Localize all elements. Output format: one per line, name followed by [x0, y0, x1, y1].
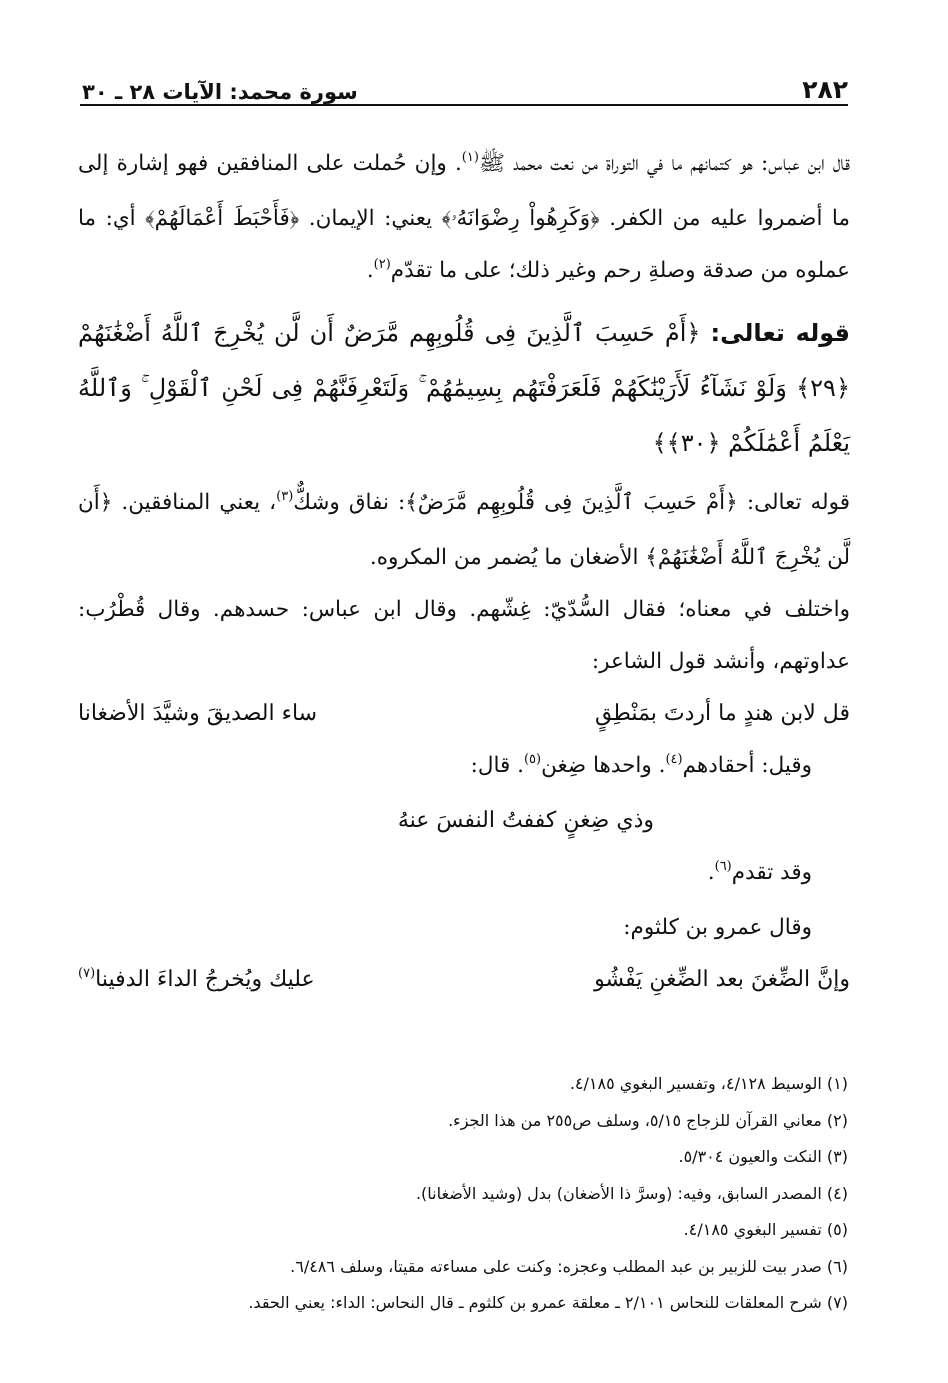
footnote-mark[interactable]: (٦): [714, 859, 732, 874]
poem-hemistich-left: [78, 954, 315, 1009]
paragraph-3: [78, 584, 850, 688]
paragraph-text: وقيل: أحقادهم: [682, 753, 812, 778]
poem-hemistich-text: عليك ويُخرجُ الداءَ الدفينا: [95, 967, 315, 992]
footnote-6: (٦) صدر بيت للزبير بن عبد المطلب وعجزه: وكنت على مساءته مقيتا، وسلف ٦/٤٨٦.: [290, 1256, 848, 1276]
footnote-mark[interactable]: (٥): [523, 752, 542, 767]
paragraph-text: وقال عمرو بن كلثوم:: [623, 915, 812, 940]
running-title: سورة محمد: الآيات ٢٨ ـ ٣٠: [82, 80, 358, 104]
footnote-5: (٥) تفسير البغوي ٤/١٨٥.: [683, 1220, 848, 1239]
footnote-mark[interactable]: (٢): [373, 257, 391, 272]
paragraph-text: . واحدها ضِغن: [541, 753, 666, 778]
poem-line-1: [78, 688, 850, 740]
paragraph-6: [78, 902, 850, 954]
poem-hemistich: وذي ضِغنٍ كففتُ النفسَ عنهُ: [397, 808, 654, 833]
footnotes: [80, 1066, 848, 1322]
poem-hemistich-right: وإنَّ الضِّغنَ بعد الضِّغنِ يَفْشُو: [594, 967, 850, 992]
paragraph-text: واختلف في معناه؛ فقال السُّدّيّ: غِشّهم. وقال ابن عباس: حسدهم. وقال قُطْرُب: عداوتهم، وأنشد قول الشاعر:: [78, 597, 850, 674]
paragraph-4: [78, 740, 850, 795]
paragraph-text: قال ابن عباس: هو كتمانهم ما في التوراة من نعت محمد ﷺ: [478, 151, 850, 176]
poem-verse-2: [78, 795, 850, 847]
paragraph-text: .: [366, 258, 374, 283]
footnote-mark[interactable]: (٣): [276, 489, 294, 504]
verse-lead: قوله تعالى:: [710, 319, 850, 347]
page-header: [82, 66, 848, 104]
footnote-2: (٢) معاني القرآن للزجاج ٥/١٥، وسلف ص٢٥٥ من هذا الجزء.: [448, 1110, 848, 1130]
paragraph-2: [78, 477, 850, 584]
poem-hemistich-right: قل لابن هندٍ ما أردتَ بمَنْطِقٍ: [595, 701, 850, 726]
poem-line-2: [78, 954, 850, 1009]
page-number: ٢٨٢: [802, 75, 848, 104]
footnote-3: (٣) النكت والعيون ٥/٣٠٤.: [678, 1147, 848, 1166]
footnote-mark[interactable]: (٤): [665, 752, 683, 767]
quran-verse: [78, 306, 850, 471]
paragraph-text: .: [707, 860, 715, 885]
verse-text: ﴿أَمْ حَسِبَ ٱلَّذِينَ فِى قُلُوبِهِم مَّرَضٌ أَن لَّن يُخْرِجَ ٱللَّهُ أَضْغَٰنَهُمْ ﴿٢٩﴾ وَلَوْ نَشَآءُ لَأَرَيْنَٰكَهُمْ فَلَعَرَفْتَهُم بِسِيمَٰهُمْ ۚ وَلَتَعْرِفَنَّهُمْ فِى لَحْنِ ٱلْقَوْلِ ۚ وَٱللَّهُ يَعْلَمُ أَعْمَٰلَكُمْ ﴿٣٠﴾﴾: [78, 319, 850, 457]
paragraph-5: [78, 847, 850, 902]
footnote-7: (٧) شرح المعلقات للنحاس ٢/١٠١ ـ معلقة عمرو بن كلثوم ـ قال النحاس: الداء: يعني الحقد.: [248, 1293, 848, 1312]
paragraph-text: وقد تقدم: [731, 860, 812, 885]
poem-hemistich-left: ساء الصديقَ وشيَّدَ الأضغانا: [78, 701, 318, 726]
footnote-1: (١) الوسيط ٤/١٢٨، وتفسير البغوي ٤/١٨٥.: [569, 1074, 848, 1093]
footnote-4: (٤) المصدر السابق، وفيه: (وسرَّ ذا الأضغان) بدل (وشيد الأضغانا).: [415, 1183, 848, 1203]
footnote-mark[interactable]: (٧): [78, 966, 96, 981]
paragraph-text: . وإن حُملت على المنافقين فهو إشارة إلى ما أضمروا عليه من الكفر. ﴿وَكَرِهُواْ رِضْوَانَهُۥ﴾ يعني: الإيمان. ﴿فَأَحْبَطَ أَعْمَالَهُمْ﴾ أي: ما عملوه من صدقة وصلةِ رحم وغير ذلك؛ على ما تقدّم: [78, 151, 850, 283]
footnote-mark[interactable]: (١): [461, 150, 479, 165]
main-text: [78, 138, 850, 1009]
paragraph-text: ، يعني المنافقين. ﴿أَن لَّن يُخْرِجَ ٱللَّهُ أَضْغَٰنَهُمْ﴾ الأضغان ما يُضمر من المكروه.: [78, 490, 850, 570]
paragraph-1: [78, 138, 850, 300]
paragraph-text: . قال:: [470, 753, 524, 778]
paragraph-text: قوله تعالى: ﴿أَمْ حَسِبَ ٱلَّذِينَ فِى قُلُوبِهِم مَّرَضٌ﴾: نفاق وشكٌّ: [293, 490, 850, 515]
header-rule: [80, 104, 848, 106]
